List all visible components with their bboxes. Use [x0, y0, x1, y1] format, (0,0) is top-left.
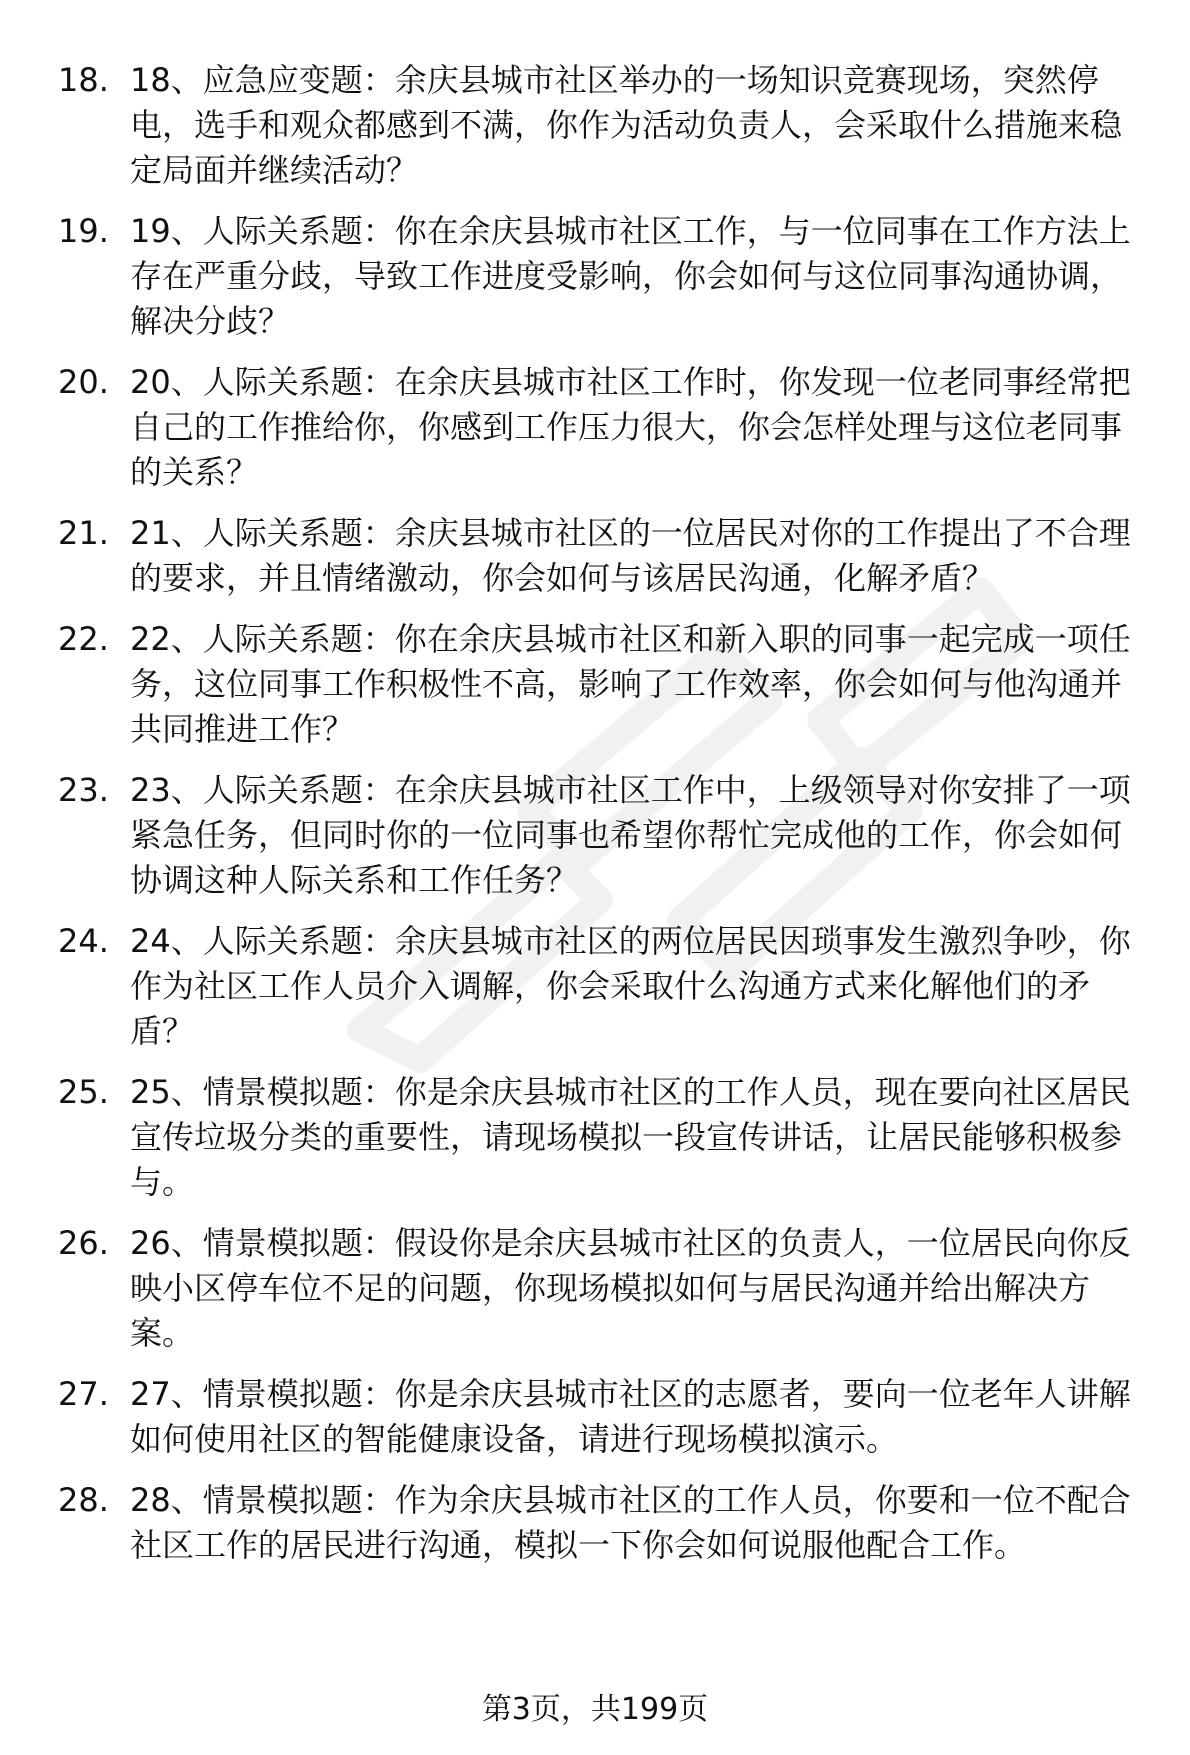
question-text: 27、情景模拟题：你是余庆县城市社区的志愿者，要向一位老年人讲解如何使用社区的智能健康设备，请进行现场模拟演示。	[130, 1375, 1131, 1458]
question-item	[58, 1070, 1150, 1205]
question-item	[58, 919, 1150, 1054]
question-item	[58, 617, 1150, 752]
question-text: 24、人际关系题：余庆县城市社区的两位居民因琐事发生激烈争吵，你作为社区工作人员介入调解，你会采取什么沟通方式来化解他们的矛盾？	[130, 922, 1131, 1050]
question-number: 26.	[58, 1224, 109, 1262]
question-text: 22、人际关系题：你在余庆县城市社区和新入职的同事一起完成一项任务，这位同事工作积极性不高，影响了工作效率，你会如何与他沟通并共同推进工作？	[130, 620, 1131, 748]
question-item	[58, 360, 1150, 495]
question-item	[58, 209, 1150, 344]
question-item	[58, 511, 1150, 601]
question-item	[58, 768, 1150, 903]
question-number: 27.	[58, 1375, 109, 1413]
question-text: 18、应急应变题：余庆县城市社区举办的一场知识竞赛现场，突然停电，选手和观众都感到不满，你作为活动负责人，会采取什么措施来稳定局面并继续活动？	[130, 61, 1123, 189]
question-item	[58, 1478, 1150, 1568]
question-item	[58, 58, 1150, 193]
question-number: 28.	[58, 1481, 109, 1519]
question-text: 23、人际关系题：在余庆县城市社区工作中，上级领导对你安排了一项紧急任务，但同时你的一位同事也希望你帮忙完成他的工作，你会如何协调这种人际关系和工作任务？	[130, 771, 1131, 899]
question-text: 26、情景模拟题：假设你是余庆县城市社区的负责人，一位居民向你反映小区停车位不足的问题，你现场模拟如何与居民沟通并给出解决方案。	[130, 1224, 1131, 1352]
question-number: 19.	[58, 212, 109, 250]
question-number: 21.	[58, 514, 109, 552]
question-number: 24.	[58, 922, 109, 960]
question-number: 22.	[58, 620, 109, 658]
question-text: 28、情景模拟题：作为余庆县城市社区的工作人员，你要和一位不配合社区工作的居民进行沟通，模拟一下你会如何说服他配合工作。	[130, 1481, 1131, 1564]
question-number: 23.	[58, 771, 109, 809]
question-list	[58, 58, 1150, 1584]
question-text: 21、人际关系题：余庆县城市社区的一位居民对你的工作提出了不合理的要求，并且情绪激动，你会如何与该居民沟通，化解矛盾？	[130, 514, 1131, 597]
question-text: 20、人际关系题：在余庆县城市社区工作时，你发现一位老同事经常把自己的工作推给你，你感到工作压力很大，你会怎样处理与这位老同事的关系？	[130, 363, 1131, 491]
question-item	[58, 1221, 1150, 1356]
page-number-footer: 第3页，共199页	[481, 1692, 709, 1727]
question-text: 19、人际关系题：你在余庆县城市社区工作，与一位同事在工作方法上存在严重分歧，导致工作进度受影响，你会如何与这位同事沟通协调，解决分歧？	[130, 212, 1131, 340]
question-text: 25、情景模拟题：你是余庆县城市社区的工作人员，现在要向社区居民宣传垃圾分类的重要性，请现场模拟一段宣传讲话，让居民能够积极参与。	[130, 1073, 1131, 1201]
question-item	[58, 1372, 1150, 1462]
question-number: 18.	[58, 61, 109, 99]
question-number: 20.	[58, 363, 109, 401]
question-number: 25.	[58, 1073, 109, 1111]
